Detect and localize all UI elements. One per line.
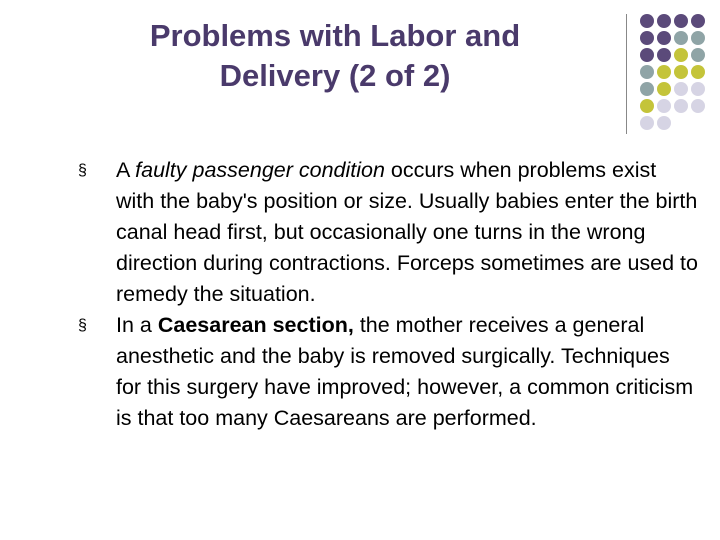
- bullet-2-intro: In a: [116, 313, 158, 337]
- bullet-marker: §: [78, 162, 87, 179]
- decorative-dot: [674, 14, 688, 28]
- decorative-dot: [640, 99, 654, 113]
- decorative-dot: [640, 31, 654, 45]
- decorative-dot: [657, 82, 671, 96]
- decorative-dot: [657, 31, 671, 45]
- decorative-dot: [640, 14, 654, 28]
- decorative-dot: [640, 82, 654, 96]
- decorative-dot: [674, 65, 688, 79]
- slide-body: [78, 155, 698, 434]
- decorative-dot: [691, 14, 705, 28]
- title-divider: [626, 14, 627, 134]
- bullet-1-intro: A: [116, 158, 136, 182]
- decorative-dot: [657, 99, 671, 113]
- decorative-dot: [657, 65, 671, 79]
- decorative-dot: [691, 48, 705, 62]
- decorative-dot: [691, 65, 705, 79]
- decorative-dot: [640, 65, 654, 79]
- bullet-faulty-passenger: [78, 155, 698, 310]
- decorative-dot: [640, 48, 654, 62]
- bullet-caesarean-section: [78, 310, 698, 434]
- decorative-dot: [657, 48, 671, 62]
- decorative-dot: [691, 82, 705, 96]
- decorative-dot: [674, 48, 688, 62]
- bullet-1-text: occurs when problems exist with the baby's position or size. Usually babies enter the birth canal head first, but occasionally one turns in the wrong direction during contractions. Forceps sometimes are used to remedy the situation.: [116, 158, 698, 306]
- bullet-2-text: the mother receives a general anesthetic and the baby is removed surgically. Techniques for this surgery have improved; however, a common criticism is that too many Caesareans are performed.: [116, 313, 694, 430]
- title-line-1: Problems with Labor and: [149, 18, 521, 53]
- decorative-dot: [674, 82, 688, 96]
- decorative-dot: [674, 31, 688, 45]
- decorative-dot: [674, 99, 688, 113]
- decorative-dot: [691, 99, 705, 113]
- bullet-marker: §: [78, 317, 87, 334]
- bullet-1-emphasis: faulty passenger condition: [135, 158, 385, 182]
- decorative-dot: [657, 14, 671, 28]
- bullet-2-emphasis: Caesarean section,: [157, 313, 354, 337]
- decorative-dot: [657, 116, 671, 130]
- slide-title: [40, 16, 630, 96]
- title-line-2: Delivery (2 of 2): [219, 58, 451, 93]
- decorative-dot: [640, 116, 654, 130]
- decorative-dot: [691, 31, 705, 45]
